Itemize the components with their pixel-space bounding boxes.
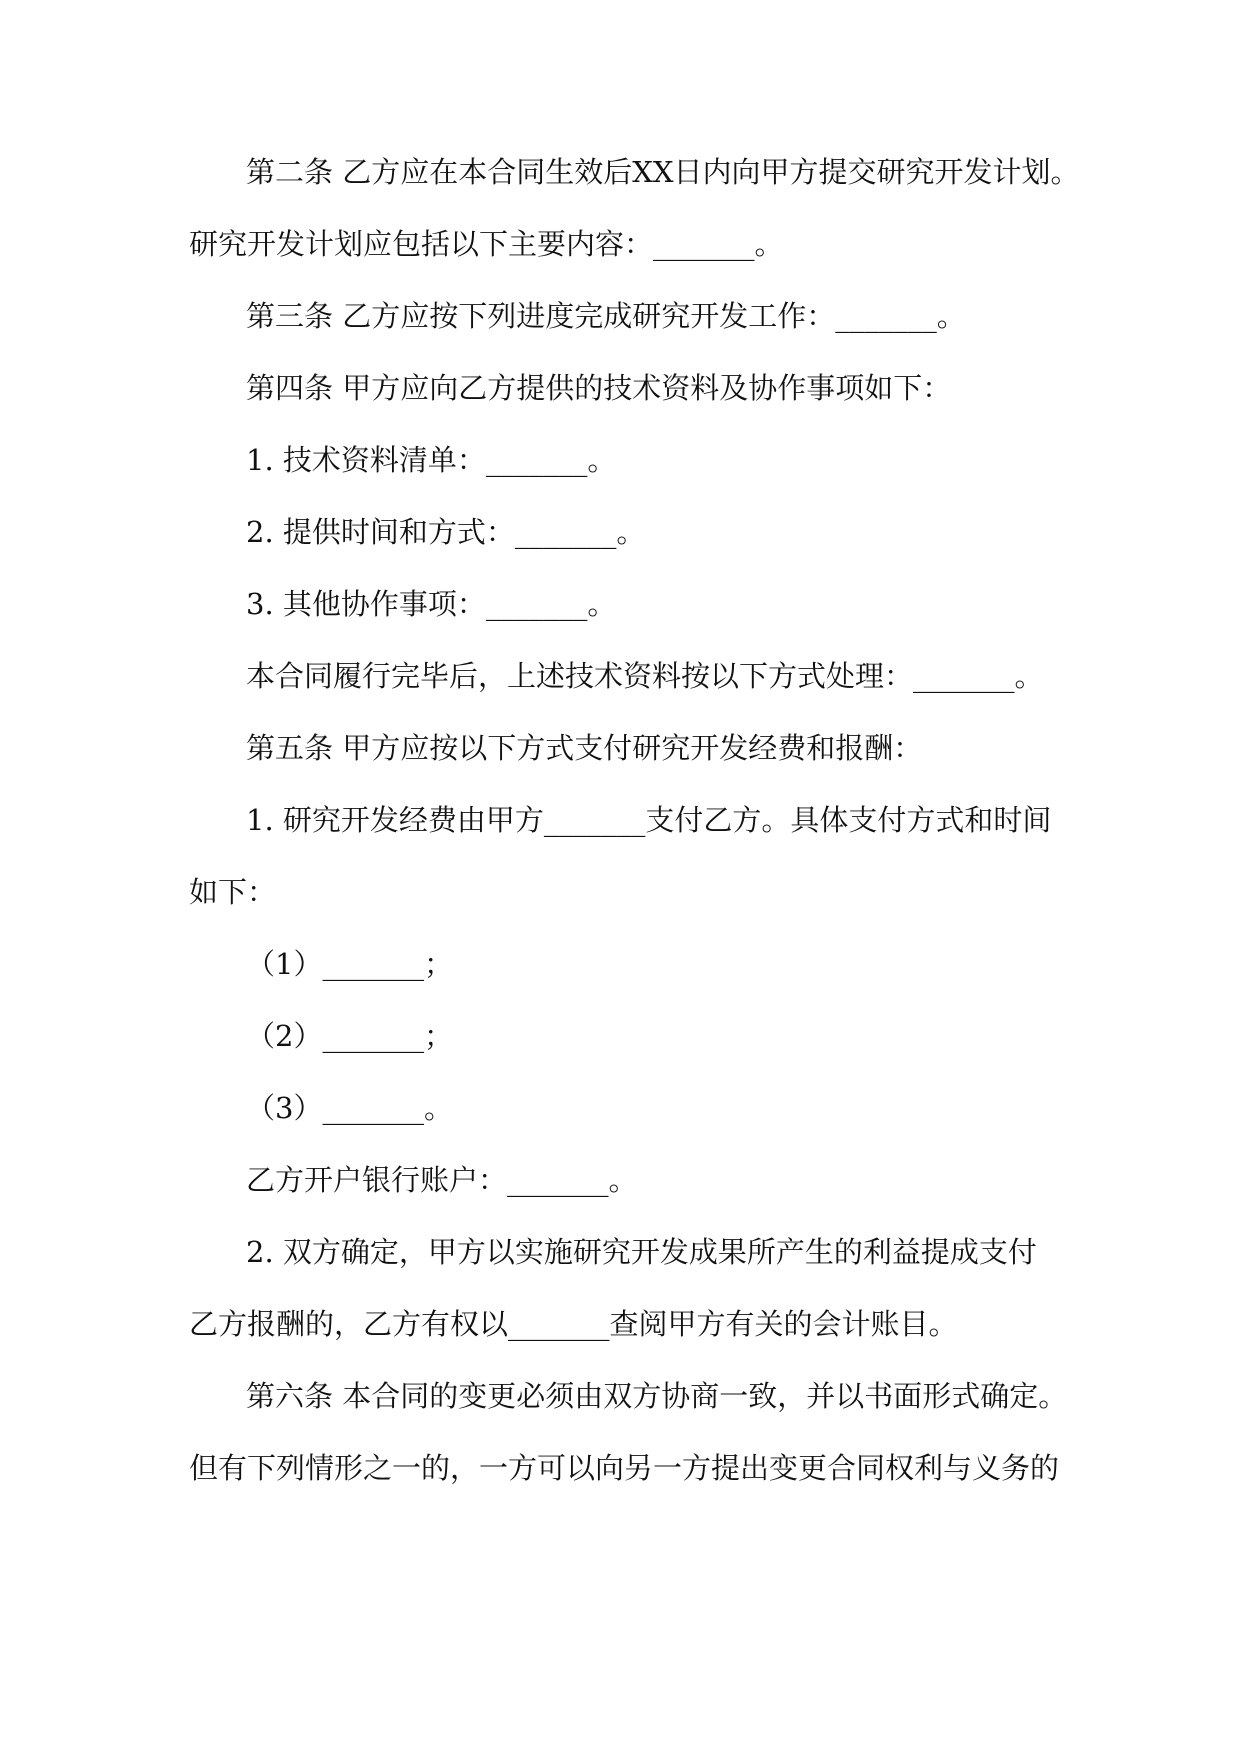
article-4-item-1: 1. 技术资料清单：_______。	[246, 443, 617, 477]
article-5: 第五条 甲方应按以下方式支付研究开发经费和报酬：	[246, 731, 923, 765]
article-5-item-2-line-2: 乙方报酬的，乙方有权以_______查阅甲方有关的会计账目。	[189, 1307, 958, 1341]
article-4-disposal: 本合同履行完毕后，上述技术资料按以下方式处理：_______。	[246, 659, 1044, 693]
bank-account-line: 乙方开户银行账户：_______。	[246, 1163, 638, 1197]
article-5-item-1-line-2: 如下：	[189, 875, 277, 909]
article-6-line-1: 第六条 本合同的变更必须由双方协商一致，并以书面形式确定。	[246, 1379, 1068, 1413]
payment-subitem-2: （2）_______；	[246, 1019, 453, 1053]
article-4-item-3: 3. 其他协作事项：_______。	[246, 587, 617, 621]
payment-subitem-1: （1）_______；	[246, 947, 453, 981]
article-5-item-1-line-1: 1. 研究开发经费由甲方_______支付乙方。具体支付方式和时间	[246, 803, 1052, 837]
payment-subitem-3: （3）_______。	[246, 1091, 453, 1125]
article-2-line-1: 第二条 乙方应在本合同生效后XX日内向甲方提交研究开发计划。	[246, 155, 1080, 189]
article-2-line-2: 研究开发计划应包括以下主要内容：_______。	[189, 227, 784, 261]
article-4: 第四条 甲方应向乙方提供的技术资料及协作事项如下：	[246, 371, 952, 405]
article-4-item-2: 2. 提供时间和方式：_______。	[246, 515, 646, 549]
article-5-item-2-line-1: 2. 双方确定，甲方以实施研究开发成果所产生的利益提成支付	[246, 1235, 1037, 1269]
article-6-line-2: 但有下列情形之一的，一方可以向另一方提出变更合同权利与义务的	[189, 1451, 1060, 1485]
article-3: 第三条 乙方应按下列进度完成研究开发工作：_______。	[246, 299, 966, 333]
